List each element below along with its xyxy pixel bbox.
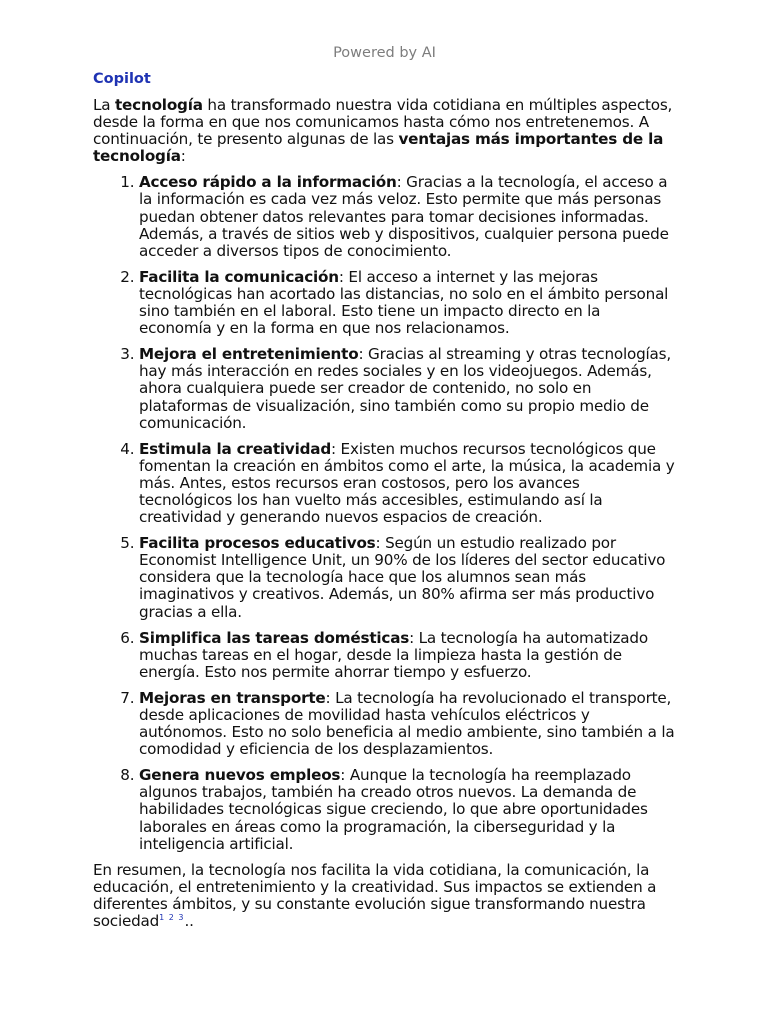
reference-links[interactable]: 1 2 3 [159,912,185,922]
summary-end: .. [184,912,194,931]
intro-bold-1: tecnología [115,96,203,114]
item-title: Mejora el entretenimiento [139,345,359,364]
author-label: Copilot [93,71,151,87]
list-item [139,767,676,852]
summary-paragraph [93,862,676,930]
item-text: : La tecnología ha revolucionado el transporte, desde aplicaciones de movilidad hasta vehículos eléctricos y autónomos. Esto no solo beneficia al medio ambiente, sino también a la comodidad y eficiencia de los desplazamientos. [139,688,675,759]
item-text: : El acceso a internet y las mejoras tecnológicas han acortado las distancias, no solo en el ámbito personal sino también en el laboral. Esto tiene un impacto directo en la economía y en la forma en que nos relacionamos. [139,267,669,338]
intro-text-2: ha transformado nuestra vida cotidiana en múltiples aspectos, desde la forma en que nos comunicamos hasta cómo nos entretenemos. A continuación, te presento algunas de las [93,96,673,149]
list-item [139,690,676,758]
list-item [139,269,676,337]
summary-text: En resumen, la tecnología nos facilita la vida cotidiana, la comunicación, la educación, el entretenimiento y la creatividad. Sus impactos se extienden a diferentes ámbitos, y su constante evolución sigue transformando nuestra sociedad [93,860,657,931]
intro-paragraph [93,97,676,165]
intro-text-3: : [180,147,186,166]
item-title: Mejoras en transporte [139,688,326,707]
powered-by-label: Powered by AI [333,45,436,61]
list-item [139,346,676,431]
list-item [139,630,676,681]
item-text: : Existen muchos recursos tecnológicos que fomentan la creación en ámbitos como el arte, la música, la academia y más. Antes, estos recursos eran costosos, pero los avances tecnológicos los han vuelto más accesibles, estimulando así la creatividad y generando nuevos espacios de creación. [139,439,675,527]
list-item [139,441,676,526]
item-text: : Según un estudio realizado por Economist Intelligence Unit, un 90% de los líderes del sector educativo considera que la tecnología hace que los alumnos sean más imaginativos y creativos. Además, un 80% afirma ser más productivo gracias a ella. [139,534,666,621]
item-text: : Aunque la tecnología ha reemplazado algunos trabajos, también ha creado otros nuevos. La demanda de habilidades tecnológicas sigue creciendo, lo que abre oportunidades laborales en áreas como la programación, la ciberseguridad y la inteligencia artificial. [139,766,648,853]
item-text: : Gracias al streaming y otras tecnologías, hay más interacción en redes sociales y en los videojuegos. Además, ahora cualquiera puede ser creador de contenido, no solo en plataformas de visualización, sino también como su propio medio de comunicación. [139,345,671,432]
list-item [139,535,676,620]
item-title: Simplifica las tareas domésticas [139,628,410,647]
item-text: : Gracias a la tecnología, el acceso a la información es cada vez más veloz. Esto permite que más personas puedan obtener datos relevantes para tomar decisiones informadas. Además, a través de sitios web y dispositivos, cualquier persona puede acceder a diversos tipos de conocimiento. [139,173,669,260]
item-title: Facilita procesos educativos [139,534,376,553]
intro-text-1: La [93,96,115,114]
item-title: Estimula la creatividad [139,439,332,458]
item-title: Genera nuevos empleos [139,766,341,785]
intro-bold-2: ventajas más importantes de la tecnología [93,130,664,166]
item-title: Acceso rápido a la información [139,173,397,192]
list-item [139,174,676,259]
advantages-list [93,174,676,852]
item-text: : La tecnología ha automatizado muchas tareas en el hogar, desde la limpieza hasta la gestión de energía. Esto nos permite ahorrar tiempo y esfuerzo. [139,628,648,681]
item-title: Facilita la comunicación [139,267,339,286]
